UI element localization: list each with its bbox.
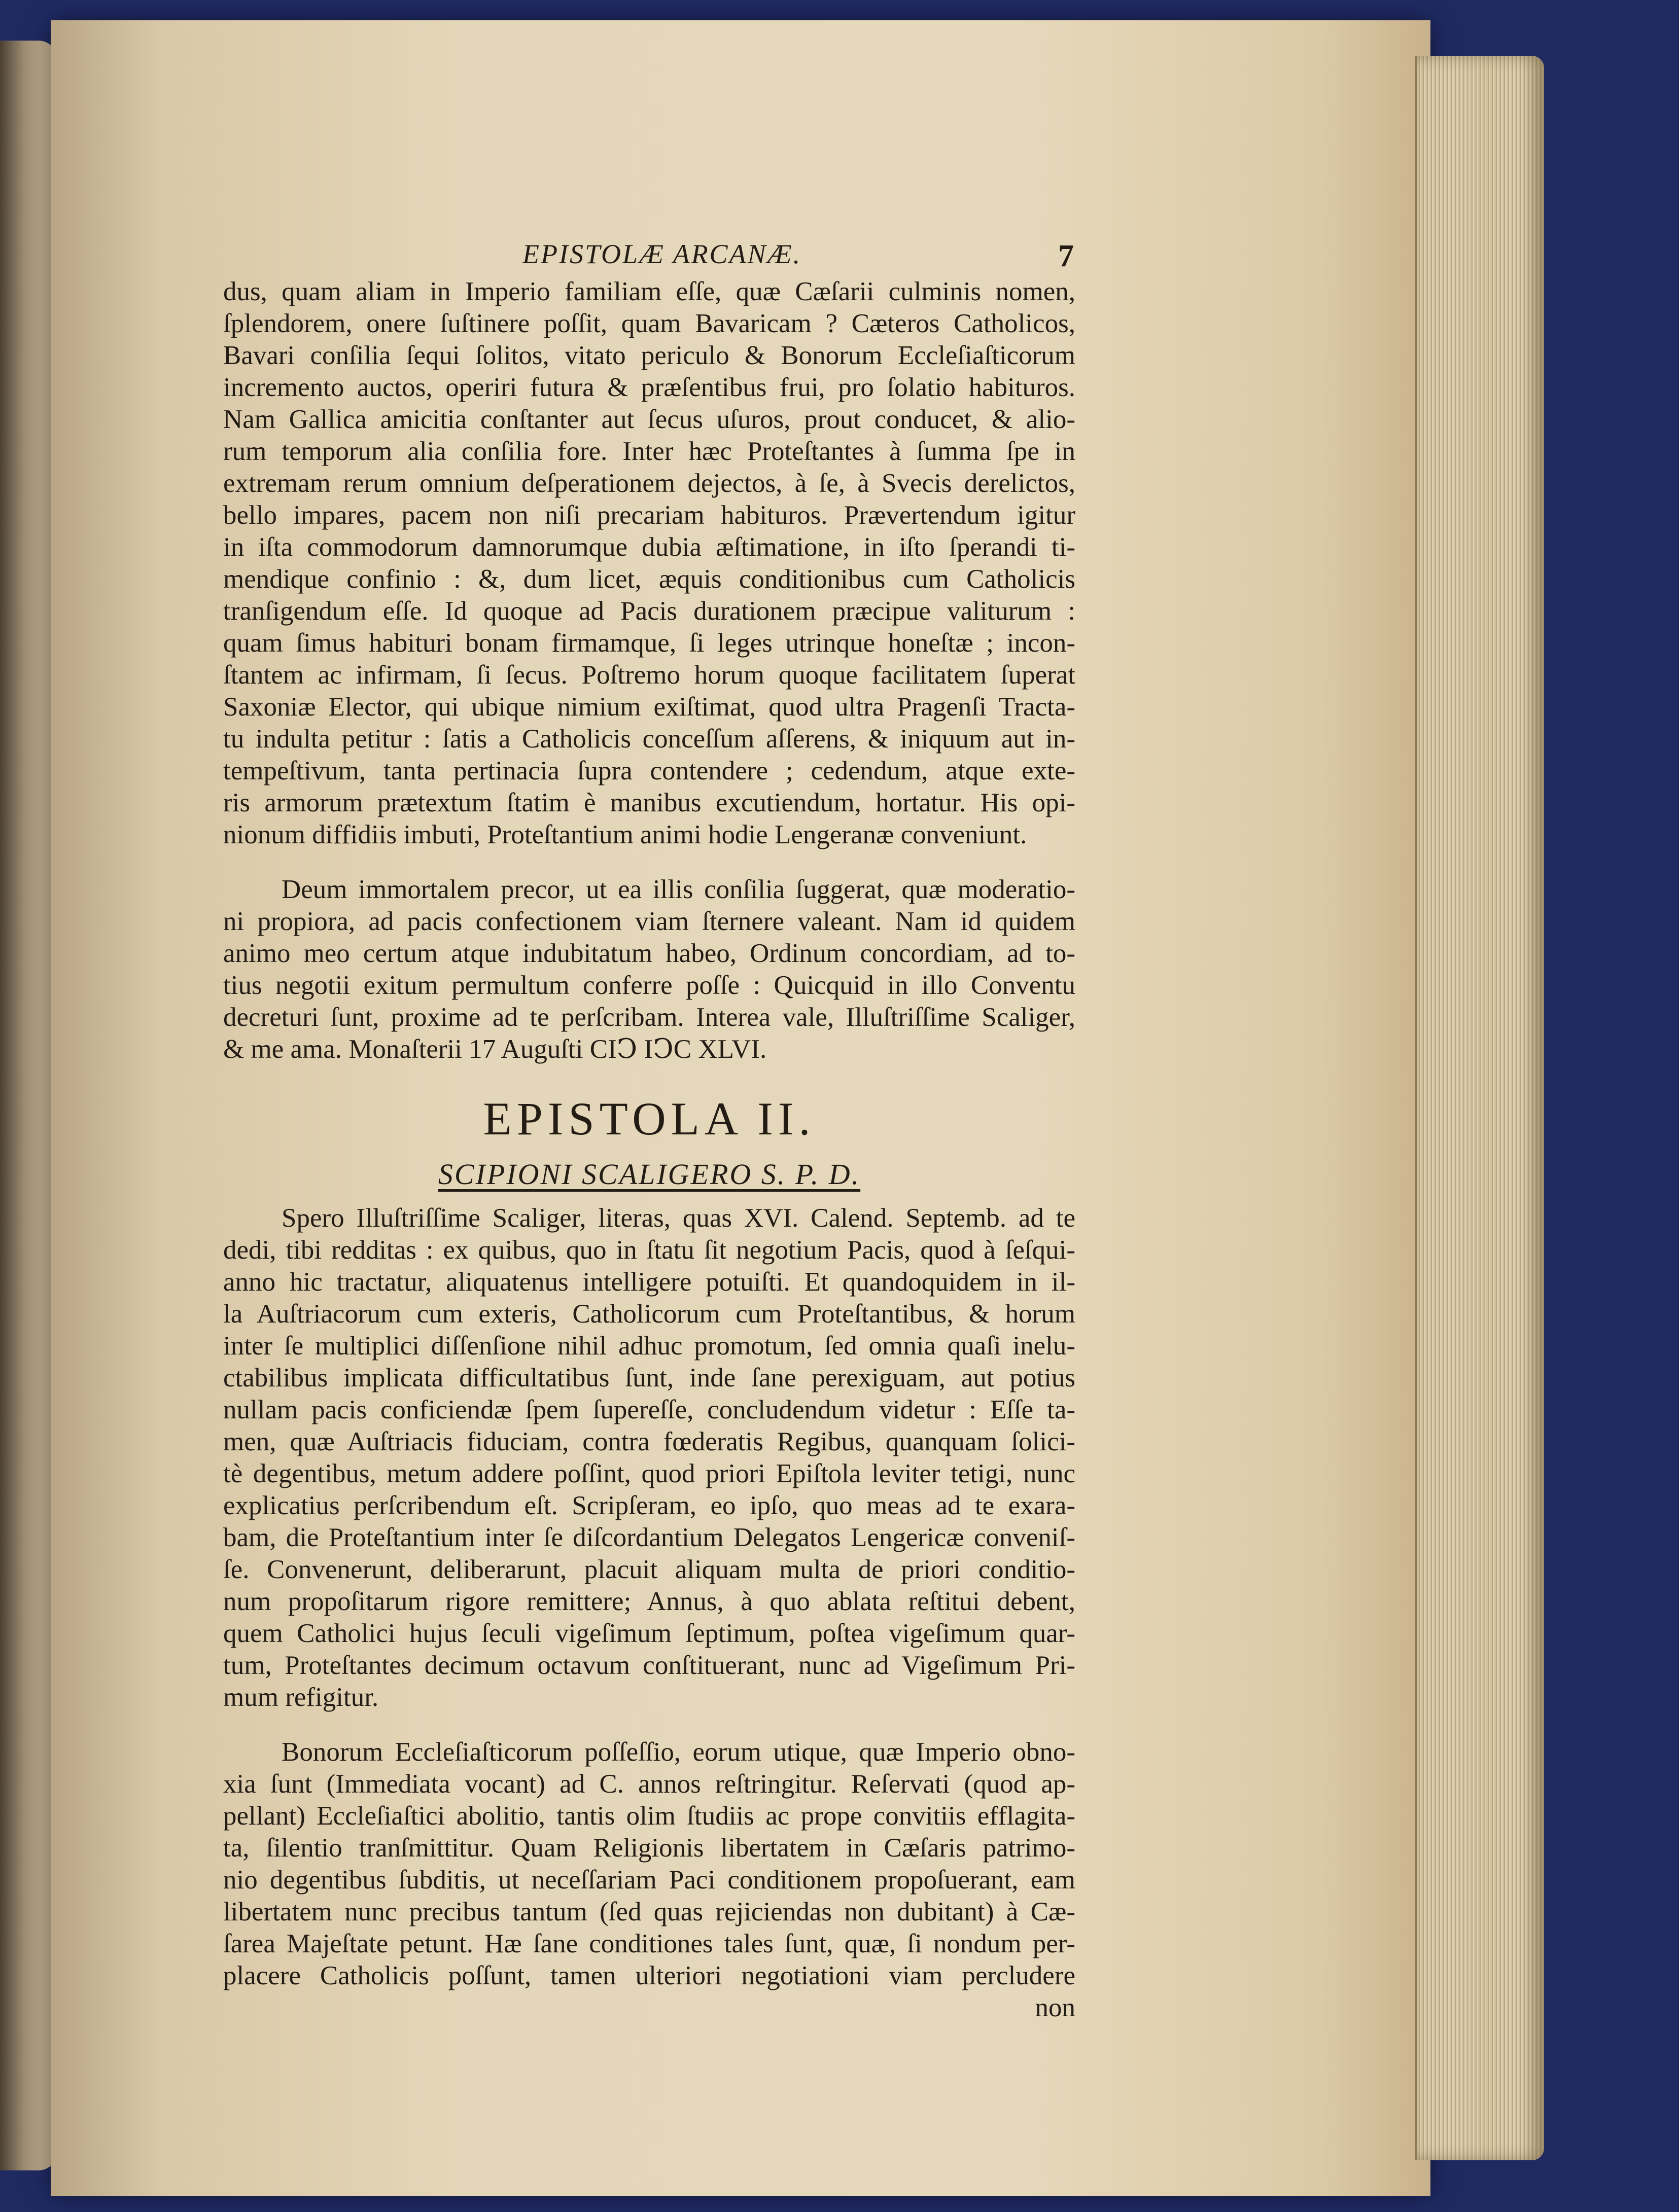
text-line: nullam pacis conficiendæ ſpem ſupereſſe, concludendum videtur : Eſſe ta- [223, 1395, 1075, 1424]
text-line: extremam rerum omnium deſperationem dejectos, à ſe, à Svecis derelictos, [223, 469, 1075, 498]
text-line: ſe. Convenerunt, deliberarunt, placuit aliquam multa de priori conditio- [223, 1555, 1075, 1584]
text-line: mendique confinio : &, dum licet, æquis conditionibus cum Catholicis [223, 564, 1075, 594]
text-line: rum temporum alia conſilia fore. Inter hæc Proteſtantes à ſumma ſpe in [223, 437, 1075, 466]
text-line: Bonorum Eccleſiaſticorum poſſeſſio, eorum utique, quæ Imperio obno- [282, 1737, 1075, 1767]
text-line: Spero Illuſtriſſime Scaliger, literas, quas XVI. Calend. Septemb. ad te [282, 1203, 1075, 1233]
text-line: Nam Gallica amicitia conſtanter aut ſecus uſuros, prout conducet, & alio- [223, 405, 1075, 434]
text-line: tè degentibus, metum addere poſſint, quod priori Epiſtola leviter tetigi, nunc [223, 1459, 1075, 1488]
text-line: libertatem nunc precibus tantum (ſed quas rejiciendas non dubitant) à Cæ- [223, 1897, 1075, 1926]
text-line: tu indulta petitur : ſatis a Catholicis conceſſum aſſerens, & iniquum aut in- [223, 724, 1075, 754]
text-line: la Auſtriacorum cum exteris, Catholicorum cum Proteſtantibus, & horum [223, 1299, 1075, 1329]
text-line: quam ſimus habituri bonam firmamque, ſi leges utrinque honeſtæ ; incon- [223, 628, 1075, 658]
text-line: & me ama. Monaſterii 17 Auguſti CIↃ IↃC XLVI. [223, 1034, 767, 1064]
text-line: explicatius perſcribendum eſt. Scripſeram, eo ipſo, quo meas ad te exara- [223, 1491, 1075, 1520]
salutation: SCIPIONI SCALIGERO S. P. D. [438, 1158, 861, 1191]
text-line: in iſta commodorum damnorumque dubia æſtimatione, in iſto ſperandi ti- [223, 532, 1075, 562]
text-line: bello impares, pacem non niſi precariam habituros. Prævertendum igitur [223, 501, 1075, 530]
text-line: ſtantem ac infirmam, ſi ſecus. Poſtremo horum quoque facilitatem ſuperat [223, 660, 1075, 690]
text-line: ſarea Majeſtate petunt. Hæ ſane conditiones tales ſunt, quæ, ſi nondum per- [223, 1929, 1075, 1958]
text-line: tranſigendum eſſe. Id quoque ad Pacis durationem præcipue valiturum : [223, 596, 1075, 626]
paragraph-3 [223, 1202, 1075, 1714]
text-line: ſplendorem, onere ſuſtinere poſſit, quam Bavaricam ? Cæteros Catholicos, [223, 309, 1075, 338]
paragraph-2 [223, 874, 1075, 1065]
text-line: Bavari conſilia ſequi ſolitos, vitato periculo & Bonorum Eccleſiaſticorum [223, 341, 1075, 370]
text-line: tempeſtivum, tanta pertinacia ſupra contendere ; cedendum, atque exte- [223, 756, 1075, 786]
text-line: ni propiora, ad pacis confectionem viam ſternere valeant. Nam id quidem [223, 907, 1075, 936]
text-line: ctabilibus implicata difficultatibus ſunt, inde ſane perexiguam, aut potius [223, 1363, 1075, 1393]
text-line: dedi, tibi redditas : ex quibus, quo in ſtatu ſit negotium Pacis, quod à ſeſqui- [223, 1235, 1075, 1265]
text-line: animo meo certum atque indubitatum habeo, Ordinum concordiam, ad to- [223, 939, 1075, 968]
text-line: Saxoniæ Elector, qui ubique nimium exiſtimat, quod ultra Pragenſi Tracta- [223, 692, 1075, 722]
text-line: inter ſe multiplici diſſenſione nihil adhuc promotum, ſed omnia quaſi inelu- [223, 1331, 1075, 1361]
text-line: men, quæ Auſtriacis fiduciam, contra fœderatis Regibus, quanquam ſolici- [223, 1427, 1075, 1456]
running-title: EPISTOLÆ ARCANÆ. [522, 239, 802, 269]
text-line: incremento auctos, operiri futura & præſentibus frui, pro ſolatio habituros. [223, 373, 1075, 402]
text-line: ris armorum prætextum ſtatim è manibus excutiendum, hortatur. His opi- [223, 788, 1075, 817]
text-line: tum, Proteſtantes decimum octavum conſtituerant, nunc ad Vigeſimum Pri- [223, 1651, 1075, 1680]
text-line: ta, ſilentio tranſmittitur. Quam Religionis libertatem in Cæſaris patrimo- [223, 1833, 1075, 1863]
text-line: mum refigitur. [223, 1683, 379, 1712]
text-line: nio degentibus ſubditis, ut neceſſariam Paci conditionem propoſuerant, eam [223, 1865, 1075, 1895]
text-line: placere Catholicis poſſunt, tamen ulteriori negotiationi viam percludere [223, 1961, 1075, 1990]
running-head [223, 238, 1075, 276]
text-line: dus, quam aliam in Imperio familiam eſſe, quæ Cæſarii culminis nomen, [223, 277, 1075, 306]
text-line: quem Catholici hujus ſeculi vigeſimum ſeptimum, poſtea vigeſimum quar- [223, 1619, 1075, 1648]
text-line: pellant) Eccleſiaſtici abolitio, tantis olim ſtudiis ac prope convitiis efflagita- [223, 1801, 1075, 1831]
paragraph-4 [223, 1736, 1075, 1992]
catchword: non [1035, 1993, 1075, 2022]
text-line: decreturi ſunt, proxime ad te perſcribam. Interea vale, Illuſtriſſime Scaliger, [223, 1003, 1075, 1032]
left-page-edge [0, 41, 58, 2170]
text-line: xia ſunt (Immediata vocant) ad C. annos reſtringitur. Reſervati (quod ap- [223, 1769, 1075, 1799]
text-line: nionum diffidiis imbuti, Proteſtantium animi hodie Lengeranæ conveniunt. [223, 820, 1027, 849]
text-line: bam, die Proteſtantium inter ſe diſcordantium Delegatos Lengericæ conveniſ- [223, 1523, 1075, 1552]
paragraph-1 [223, 276, 1075, 851]
page-edges [1415, 56, 1544, 2160]
text-block [223, 238, 1075, 2024]
letter-heading: EPISTOLA II. [483, 1093, 816, 1145]
text-line: tius negotii exitum permultum conferre poſſe : Quicquid in illo Conventu [223, 971, 1075, 1000]
text-line: anno hic tractatur, aliquatenus intelligere potuiſti. Et quandoquidem in il- [223, 1267, 1075, 1297]
text-line: Deum immortalem precor, ut ea illis conſilia ſuggerat, quæ moderatio- [282, 875, 1075, 904]
text-line: num propoſitarum rigore remittere; Annus, à quo ablata reſtitui debent, [223, 1587, 1075, 1616]
page-number: 7 [1058, 239, 1075, 273]
